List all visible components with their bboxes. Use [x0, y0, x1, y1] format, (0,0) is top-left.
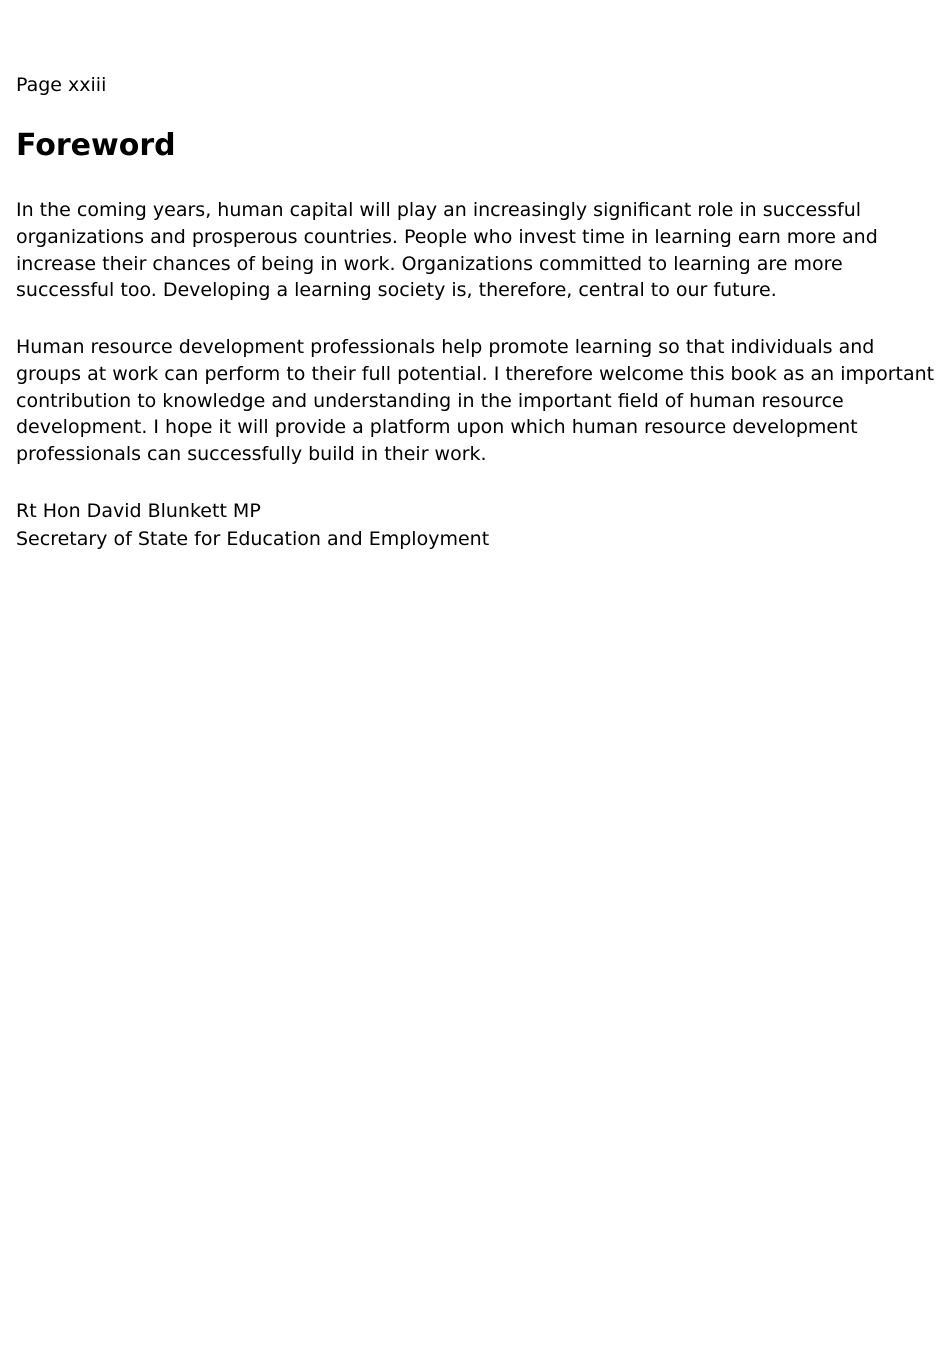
signature-title: Secretary of State for Education and Employment — [16, 527, 490, 550]
signature-name: Rt Hon David Blunkett MP — [16, 500, 261, 522]
page-number: Page xxiii — [16, 74, 107, 96]
page-title: Foreword — [16, 128, 176, 163]
foreword-paragraph-1: In the coming years, human capital will play an increasingly significant role in successful organizations and prosperous countries. People who invest time in learning earn more and increase their chances of being in work. Organizations committed to learning are more successful too. Developing a learning society is, therefore, central to our future. — [16, 199, 878, 302]
signature-block — [16, 498, 489, 553]
foreword-paragraph-2: Human resource development professionals help promote learning so that individuals and groups at work can perform to their full potential. I therefore welcome this book as an important contribution to knowledge and understanding in the important field of human resource development. I hope it will provide a platform upon which human resource development professionals can successfully build in their work. — [16, 336, 935, 466]
